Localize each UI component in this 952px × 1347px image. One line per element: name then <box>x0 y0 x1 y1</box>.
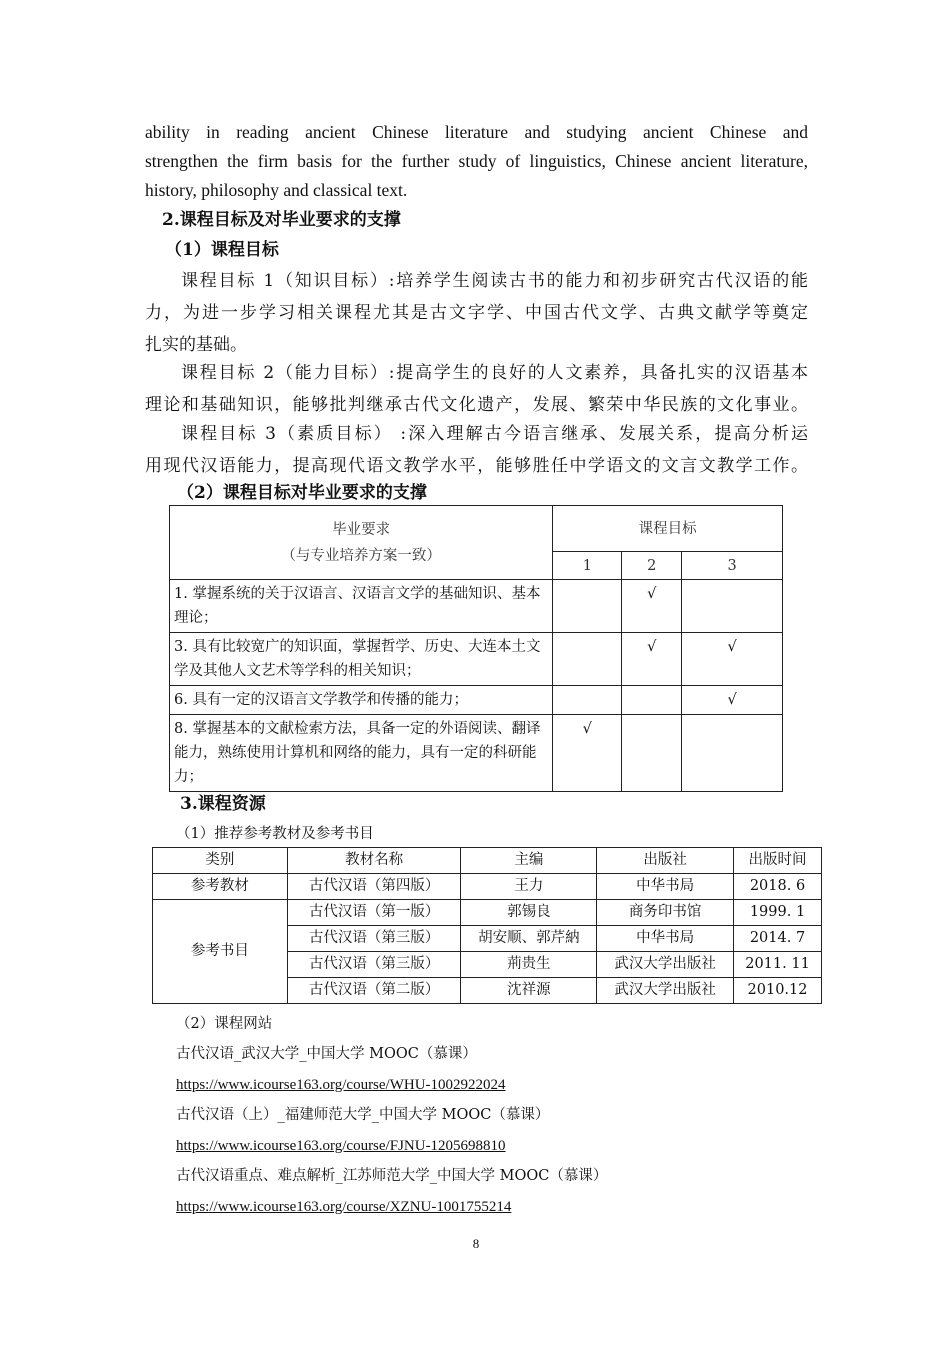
editor-cell: 郭锡良 <box>461 900 597 926</box>
table-row <box>153 900 822 926</box>
check-mark-cell <box>682 715 783 792</box>
requirement-cell: 6. 具有一定的汉语言文学教学和传播的能力； <box>170 686 553 715</box>
page-number: 8 <box>472 1236 480 1251</box>
column-header: 教材名称 <box>287 848 461 874</box>
editor-cell: 胡安顺、郭芹納 <box>461 926 597 952</box>
section-3-sub1-heading: （1）推荐参考教材及参考书目 <box>176 826 374 842</box>
intro-line-1: ability in reading ancient Chinese literature and studying ancient Chinese and <box>145 122 808 142</box>
check-mark-cell <box>553 580 622 633</box>
website-name: 古代汉语_武汉大学_中国大学 MOOC（慕课） <box>176 1046 477 1062</box>
requirement-cell: 1. 掌握系统的关于汉语言、汉语言文学的基础知识、基本理论； <box>170 580 553 633</box>
date-cell: 2018. 6 <box>734 874 822 900</box>
table-header-row <box>153 848 822 874</box>
requirement-cell: 3. 具有比较宽广的知识面，掌握哲学、历史、大连本土文学及其他人文艺术等学科的相关知识； <box>170 633 553 686</box>
intro-line-3: history, philosophy and classical text. <box>145 180 408 200</box>
table-row <box>170 580 783 633</box>
publisher-cell: 中华书局 <box>597 874 734 900</box>
requirement-cell: 8. 掌握基本的文献检索方法，具备一定的外语阅读、翻译能力，熟练使用计算机和网络的能力，具有一定的科研能力； <box>170 715 553 792</box>
publisher-cell: 武汉大学出版社 <box>597 952 734 978</box>
requirement-header <box>170 506 553 580</box>
goal-col-header: 2 <box>622 552 682 580</box>
website-name: 古代汉语（上）_福建师范大学_中国大学 MOOC（慕课） <box>176 1107 550 1123</box>
requirement-header-note: （与专业培养方案一致） <box>281 547 441 564</box>
goal-2-line: 理论和基础知识，能够批判继承古代文化遗产，发展、繁荣中华民族的文化事业。 <box>145 395 808 415</box>
table-row <box>170 715 783 792</box>
goal-3-line: 课程目标 3（素质目标） :深入理解古今语言继承、发展关系，提高分析运 <box>181 424 808 444</box>
section-2-heading: 2.课程目标及对毕业要求的支撑 <box>162 210 401 230</box>
website-link[interactable]: https://www.icourse163.org/course/FJNU-1205698810 <box>176 1138 506 1154</box>
column-header: 出版时间 <box>734 848 822 874</box>
goal-2-paragraph <box>145 357 808 421</box>
column-header: 出版社 <box>597 848 734 874</box>
table-row <box>170 633 783 686</box>
reference-books-table <box>152 847 822 1004</box>
check-mark-cell <box>553 633 622 686</box>
editor-cell: 王力 <box>461 874 597 900</box>
check-mark-cell: √ <box>622 633 682 686</box>
table-row <box>153 874 822 900</box>
title-cell: 古代汉语（第一版） <box>287 900 461 926</box>
check-mark-cell <box>622 686 682 715</box>
check-mark-cell <box>553 686 622 715</box>
title-cell: 古代汉语（第三版） <box>287 926 461 952</box>
title-cell: 古代汉语（第三版） <box>287 952 461 978</box>
requirement-header-title: 毕业要求 <box>332 521 391 538</box>
intro-line-2: strengthen the firm basis for the further study of linguistics, Chinese ancient literature, <box>145 151 808 171</box>
date-cell: 2010.12 <box>734 978 822 1004</box>
table-row <box>170 686 783 715</box>
date-cell: 1999. 1 <box>734 900 822 926</box>
category-cell: 参考书目 <box>153 900 288 1004</box>
section-2-sub2-heading: （2）课程目标对毕业要求的支撑 <box>177 483 427 503</box>
goal-3-line: 用现代汉语能力，提高现代语文教学水平，能够胜任中学语文的文言文教学工作。 <box>145 456 808 476</box>
title-cell: 古代汉语（第二版） <box>287 978 461 1004</box>
check-mark-cell <box>622 715 682 792</box>
section-3-heading: 3.课程资源 <box>180 794 266 814</box>
publisher-cell: 武汉大学出版社 <box>597 978 734 1004</box>
check-mark-cell <box>682 580 783 633</box>
goal-3-paragraph <box>145 418 808 482</box>
check-mark-cell: √ <box>682 686 783 715</box>
goal-1-paragraph <box>145 265 808 361</box>
graduation-support-table <box>169 505 783 792</box>
check-mark-cell: √ <box>553 715 622 792</box>
column-header: 主编 <box>461 848 597 874</box>
check-mark-cell: √ <box>622 580 682 633</box>
goal-header: 课程目标 <box>553 506 783 552</box>
category-cell: 参考教材 <box>153 874 288 900</box>
publisher-cell: 商务印书馆 <box>597 900 734 926</box>
editor-cell: 荊贵生 <box>461 952 597 978</box>
website-link[interactable]: https://www.icourse163.org/course/XZNU-1001755214 <box>176 1199 512 1215</box>
section-2-sub1-heading: （1）课程目标 <box>165 240 279 260</box>
check-mark-cell: √ <box>682 633 783 686</box>
goal-1-line: 课程目标 1（知识目标）:培养学生阅读古书的能力和初步研究古代汉语的能 <box>181 271 808 291</box>
goal-col-header: 3 <box>682 552 783 580</box>
website-name: 古代汉语重点、难点解析_江苏师范大学_中国大学 MOOC（慕课） <box>176 1168 608 1184</box>
title-cell: 古代汉语（第四版） <box>287 874 461 900</box>
column-header: 类别 <box>153 848 288 874</box>
goal-2-line: 课程目标 2（能力目标）:提高学生的良好的人文素养，具备扎实的汉语基本 <box>181 363 808 383</box>
website-link[interactable]: https://www.icourse163.org/course/WHU-1002922024 <box>176 1077 506 1093</box>
publisher-cell: 中华书局 <box>597 926 734 952</box>
goal-1-line: 力，为进一步学习相关课程尤其是古文字学、中国古代文学、古典文献学等奠定 <box>145 303 808 323</box>
section-3-sub2-heading: （2）课程网站 <box>176 1016 273 1032</box>
goal-1-line: 扎实的基础。 <box>145 335 247 355</box>
editor-cell: 沈祥源 <box>461 978 597 1004</box>
goal-col-header: 1 <box>553 552 622 580</box>
date-cell: 2011. 11 <box>734 952 822 978</box>
date-cell: 2014. 7 <box>734 926 822 952</box>
